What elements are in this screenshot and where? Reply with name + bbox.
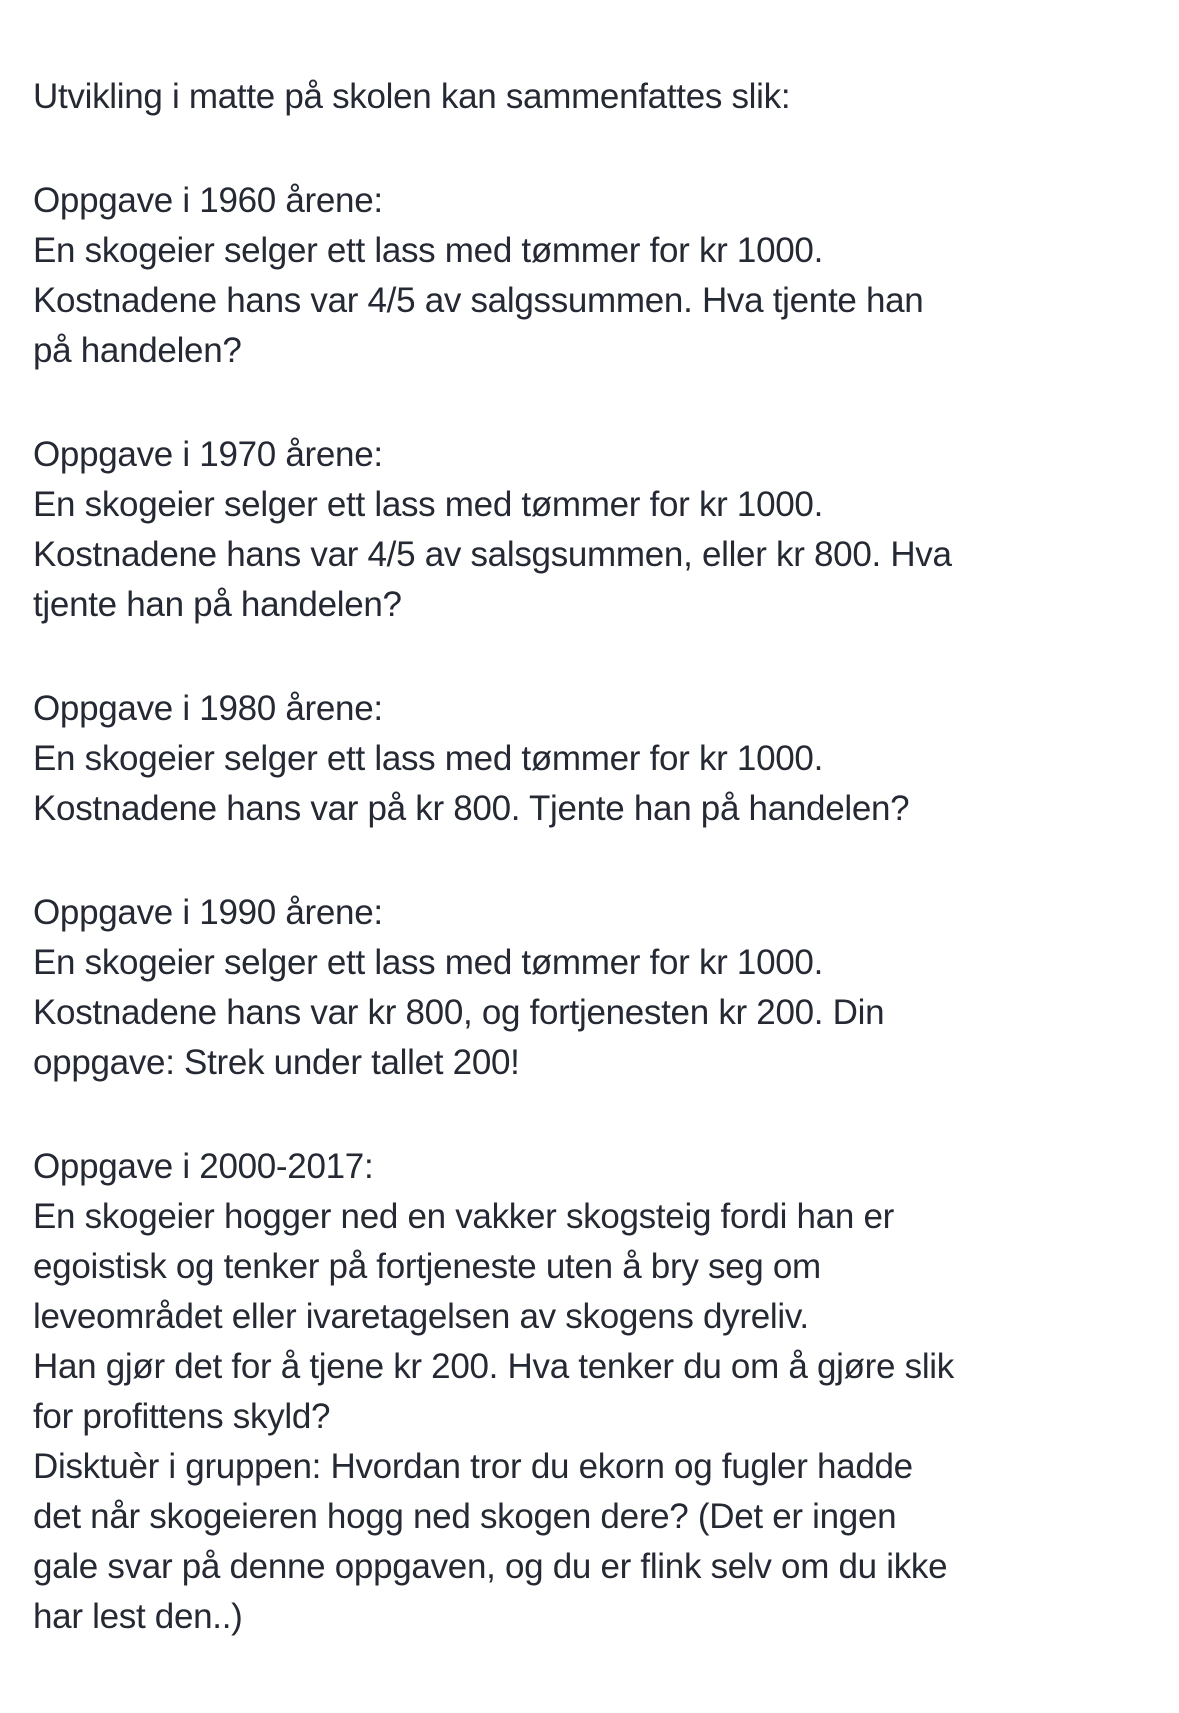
section-heading: Oppgave i 1970 årene: xyxy=(33,435,383,474)
text-line: En skogeier hogger ned en vakker skogsteig fordi han er xyxy=(33,1197,894,1236)
text-line: Han gjør det for å tjene kr 200. Hva tenker du om å gjøre slik xyxy=(33,1347,954,1386)
text-line: har lest den..) xyxy=(33,1597,243,1636)
paragraph-oppgave-2000-2017 xyxy=(33,1142,1159,1642)
paragraph-oppgave-1980 xyxy=(33,684,1159,834)
section-heading: Oppgave i 1980 årene: xyxy=(33,689,383,728)
text-line: En skogeier selger ett lass med tømmer for kr 1000. xyxy=(33,943,824,982)
text-line: Kostnadene hans var kr 800, og fortjenesten kr 200. Din xyxy=(33,993,885,1032)
text-line: tjente han på handelen? xyxy=(33,585,402,624)
text-line: Kostnadene hans var 4/5 av salsgsummen, eller kr 800. Hva xyxy=(33,535,952,574)
text-line: oppgave: Strek under tallet 200! xyxy=(33,1043,520,1082)
text-line: det når skogeieren hogg ned skogen dere? (Det er ingen xyxy=(33,1497,897,1536)
text-line: for profittens skyld? xyxy=(33,1397,331,1436)
text-line: egoistisk og tenker på fortjeneste uten å bry seg om xyxy=(33,1247,821,1286)
text-line: gale svar på denne oppgaven, og du er flink selv om du ikke xyxy=(33,1547,948,1586)
paragraph-oppgave-1970 xyxy=(33,430,1159,630)
text-line: leveområdet eller ivaretagelsen av skogens dyreliv. xyxy=(33,1297,809,1336)
text-line: En skogeier selger ett lass med tømmer for kr 1000. xyxy=(33,485,824,524)
text-line: på handelen? xyxy=(33,331,242,370)
section-heading: Oppgave i 1960 årene: xyxy=(33,181,383,220)
paragraph-oppgave-1960 xyxy=(33,176,1159,376)
text-line: Kostnadene hans var på kr 800. Tjente han på handelen? xyxy=(33,789,910,828)
section-heading: Oppgave i 1990 årene: xyxy=(33,893,383,932)
text-line: Disktuèr i gruppen: Hvordan tror du ekorn og fugler hadde xyxy=(33,1447,913,1486)
section-heading: Oppgave i 2000-2017: xyxy=(33,1147,374,1186)
text-line: En skogeier selger ett lass med tømmer for kr 1000. xyxy=(33,739,824,778)
text-line: En skogeier selger ett lass med tømmer for kr 1000. xyxy=(33,231,824,270)
paragraph-oppgave-1990 xyxy=(33,888,1159,1088)
paragraph-intro xyxy=(33,72,1159,122)
text-line: Kostnadene hans var 4/5 av salgssummen. Hva tjente han xyxy=(33,281,924,320)
text-line: Utvikling i matte på skolen kan sammenfattes slik: xyxy=(33,77,791,116)
